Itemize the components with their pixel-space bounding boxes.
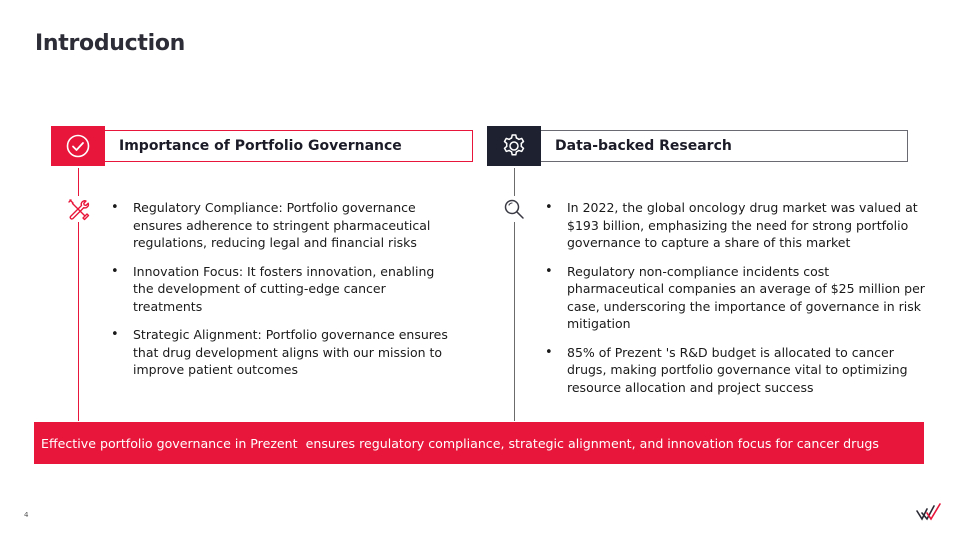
summary-banner [34, 422, 924, 464]
list-item: • Regulatory Compliance: Portfolio governance ensures adherence to stringent pharmaceutical regulations, reducing legal and financial risks [108, 199, 458, 252]
portfolio-governance-header [51, 126, 473, 163]
governance-bullet-list [108, 199, 458, 390]
gear-icon [487, 126, 541, 166]
page-number: 4 [24, 511, 29, 519]
list-item: • Innovation Focus: It fosters innovation, enabling the development of cutting-edge cancer treatments [108, 263, 458, 316]
brand-logo-icon [916, 503, 942, 521]
portfolio-governance-label: Importance of Portfolio Governance [105, 130, 473, 162]
list-item: • In 2022, the global oncology drug market was valued at $193 billion, emphasizing the need for strong portfolio governance to capture a share of this market [542, 199, 927, 252]
wrench-screwdriver-icon [65, 196, 91, 222]
magnifier-icon [501, 196, 527, 222]
slide-title: Introduction [35, 31, 186, 56]
list-item: • 85% of Prezent 's R&D budget is allocated to cancer drugs, making portfolio governance vital to optimizing resource allocation and project success [542, 344, 927, 397]
check-circle-icon [51, 126, 105, 166]
summary-banner-text: Effective portfolio governance in Prezent ensures regulatory compliance, strategic alignment, and innovation focus for cancer drugs [41, 435, 879, 451]
research-bullet-list [542, 199, 927, 407]
list-item: • Strategic Alignment: Portfolio governance ensures that drug development aligns with our mission to improve patient outcomes [108, 326, 458, 379]
list-item: • Regulatory non-compliance incidents cost pharmaceutical companies an average of $25 million per case, underscoring the importance of governance in risk mitigation [542, 263, 927, 333]
data-backed-research-header [487, 126, 908, 163]
data-backed-research-label: Data-backed Research [541, 130, 908, 162]
